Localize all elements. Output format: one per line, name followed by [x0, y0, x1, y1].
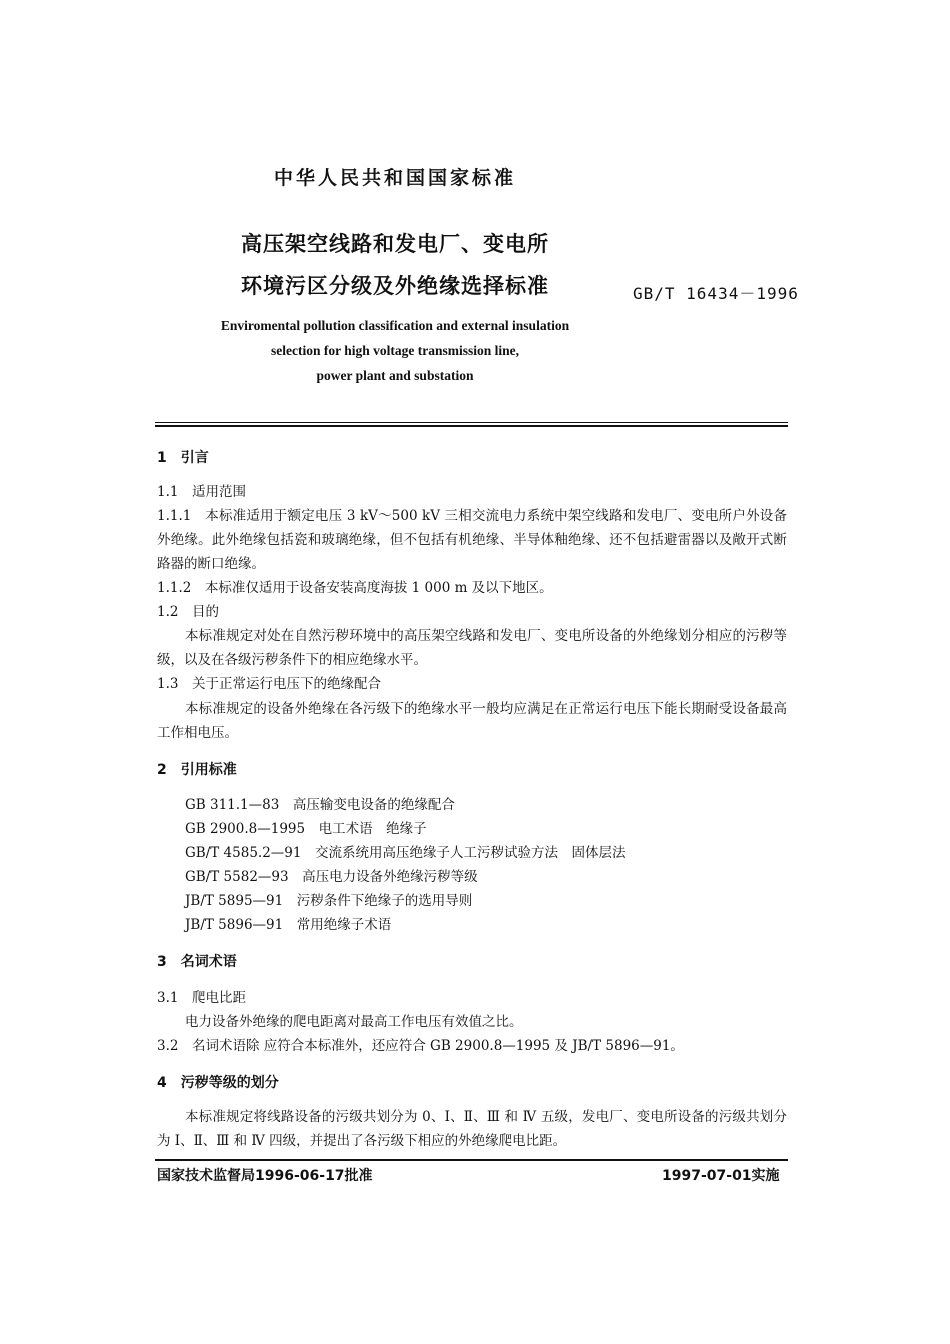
section-1-1-2-text: 1.1.2 本标准仅适用于设备安装高度海拔 1 000 m 及以下地区。	[157, 580, 553, 596]
standard-code: GB/T 16434－1996	[633, 284, 799, 303]
title-line-2: 环境污区分级及外绝缘选择标准	[241, 274, 549, 298]
section-2-heading: 2 引用标准	[157, 762, 237, 778]
section-1-3-text: 本标准规定的设备外绝缘在各污级下的绝缘水平一般均应满足在正常运行电压下能长期耐受设备最高工作相电压。	[157, 701, 787, 741]
reference-item: GB 2900.8—1995 电工术语 绝缘子	[185, 821, 427, 837]
reference-item: GB/T 4585.2—91 交流系统用高压绝缘子人工污秽试验方法 固体层法	[185, 845, 626, 861]
section-3-1-heading: 3.1 爬电比距	[157, 990, 246, 1006]
header-divider-thin	[155, 422, 788, 423]
reference-item: GB 311.1—83 高压输变电设备的绝缘配合	[185, 797, 455, 813]
section-1-1-heading: 1.1 适用范围	[157, 484, 246, 500]
implementation-date: 1997-07-01实施	[662, 1168, 780, 1184]
section-3-1-text: 电力设备外绝缘的爬电距离对最高工作电压有效值之比。	[185, 1014, 523, 1030]
section-4-text: 本标准规定将线路设备的污级共划分为 0、Ⅰ、Ⅱ、Ⅲ 和 Ⅳ 五级，发电厂、变电所设备的污级共划分为 Ⅰ、Ⅱ、Ⅲ 和 Ⅳ 四级，并提出了各污级下相应的外绝缘爬电比距。	[157, 1109, 787, 1149]
footer-divider	[155, 1159, 788, 1161]
national-standard-heading: 中华人民共和国国家标准	[273, 167, 516, 189]
approval-date: 国家技术监督局1996-06-17批准	[157, 1168, 373, 1184]
section-1-3-heading: 1.3 关于正常运行电压下的绝缘配合	[157, 676, 381, 692]
section-1-2-heading: 1.2 目的	[157, 604, 219, 620]
reference-item: JB/T 5895—91 污秽条件下绝缘子的选用导则	[185, 893, 473, 909]
english-title-line-2: selection for high voltage transmission line,	[271, 343, 519, 358]
header-divider-thick	[155, 425, 788, 427]
section-4-heading: 4 污秽等级的划分	[157, 1075, 279, 1091]
section-3-2-text: 3.2 名词术语除 应符合本标准外，还应符合 GB 2900.8—1995 及 JB/T 5896—91。	[157, 1038, 684, 1054]
reference-item: JB/T 5896—91 常用绝缘子术语	[185, 917, 392, 933]
section-1-heading: 1 引言	[157, 450, 209, 466]
reference-item: GB/T 5582—93 高压电力设备外绝缘污秽等级	[185, 869, 478, 885]
section-3-heading: 3 名词术语	[157, 954, 237, 970]
section-1-1-1-text: 1.1.1 本标准适用于额定电压 3 kV～500 kV 三相交流电力系统中架空线路和发电厂、变电所户外设备外绝缘。此外绝缘包括瓷和玻璃绝缘，但不包括有机绝缘、半导体釉绝缘、还不包括避雷器以及敞开式断路器的断口绝缘。	[157, 508, 787, 572]
english-title-line-3: power plant and substation	[316, 368, 474, 383]
english-title-line-1: Enviromental pollution classification and external insulation	[220, 318, 570, 333]
title-line-1: 高压架空线路和发电厂、变电所	[241, 232, 549, 256]
section-1-2-text: 本标准规定对处在自然污秽环境中的高压架空线路和发电厂、变电所设备的外绝缘划分相应的污秽等级，以及在各级污秽条件下的相应绝缘水平。	[157, 628, 787, 668]
